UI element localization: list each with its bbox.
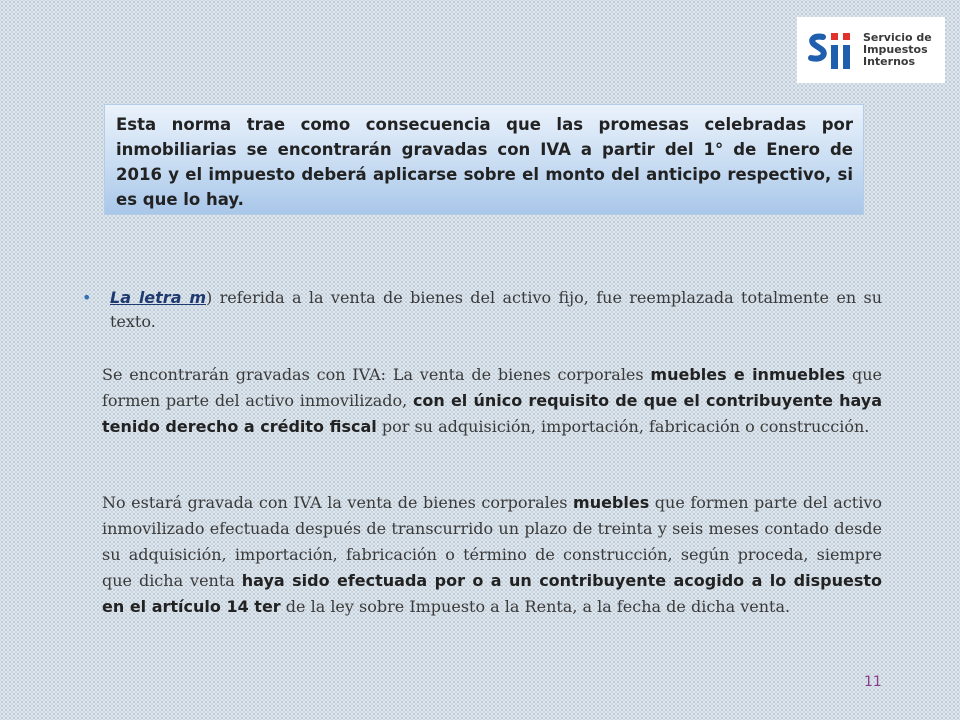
bullet-paren: ) [206,288,213,307]
letra-m-label: La letra m [110,288,207,307]
highlight-callout [104,104,864,215]
callout-text: Esta norma trae como consecuencia que las promesas celebradas por inmobiliarias se encontrarán gravadas con IVA a partir del 1° de Enero de 2016 y el impuesto deberá aplicarse sobre el monto del anticipo respectivo, si es que lo hay. [116,115,853,209]
sii-logo-mark-icon [805,27,857,73]
sii-logo-text: Servicio de Impuestos Internos [863,31,932,68]
paragraph-gravadas: Se encontrarán gravadas con IVA: La venta de bienes corporales muebles e inmuebles que formen parte del activo inmovilizado, con el único requisito de que el contribuyente haya tenido derecho a crédito fiscal por su adquisición, importación, fabricación o construcción. [102,365,883,436]
bullet-marker: • [82,288,92,307]
bullet-body: referida a la venta de bienes del activo fijo, fue reemplazada totalmente en su texto. [110,288,882,331]
bullet-text [110,286,882,334]
paragraph-no-gravada: No estará gravada con IVA la venta de bienes corporales muebles que formen parte del activo inmovilizado efectuada después de transcurrido un plazo de treinta y seis meses contado desde su adquisición, importación, fabricación o término de construcción, según proceda, siempre que dicha venta haya sido efectuada por o a un contribuyente acogido a lo dispuesto en el artículo 14 ter de la ley sobre Impuesto a la Renta, a la fecha de dicha venta. [102,493,883,616]
sii-logo [797,17,945,83]
page-number: 11 [864,674,882,690]
bullet-item-letra-m [82,286,882,334]
